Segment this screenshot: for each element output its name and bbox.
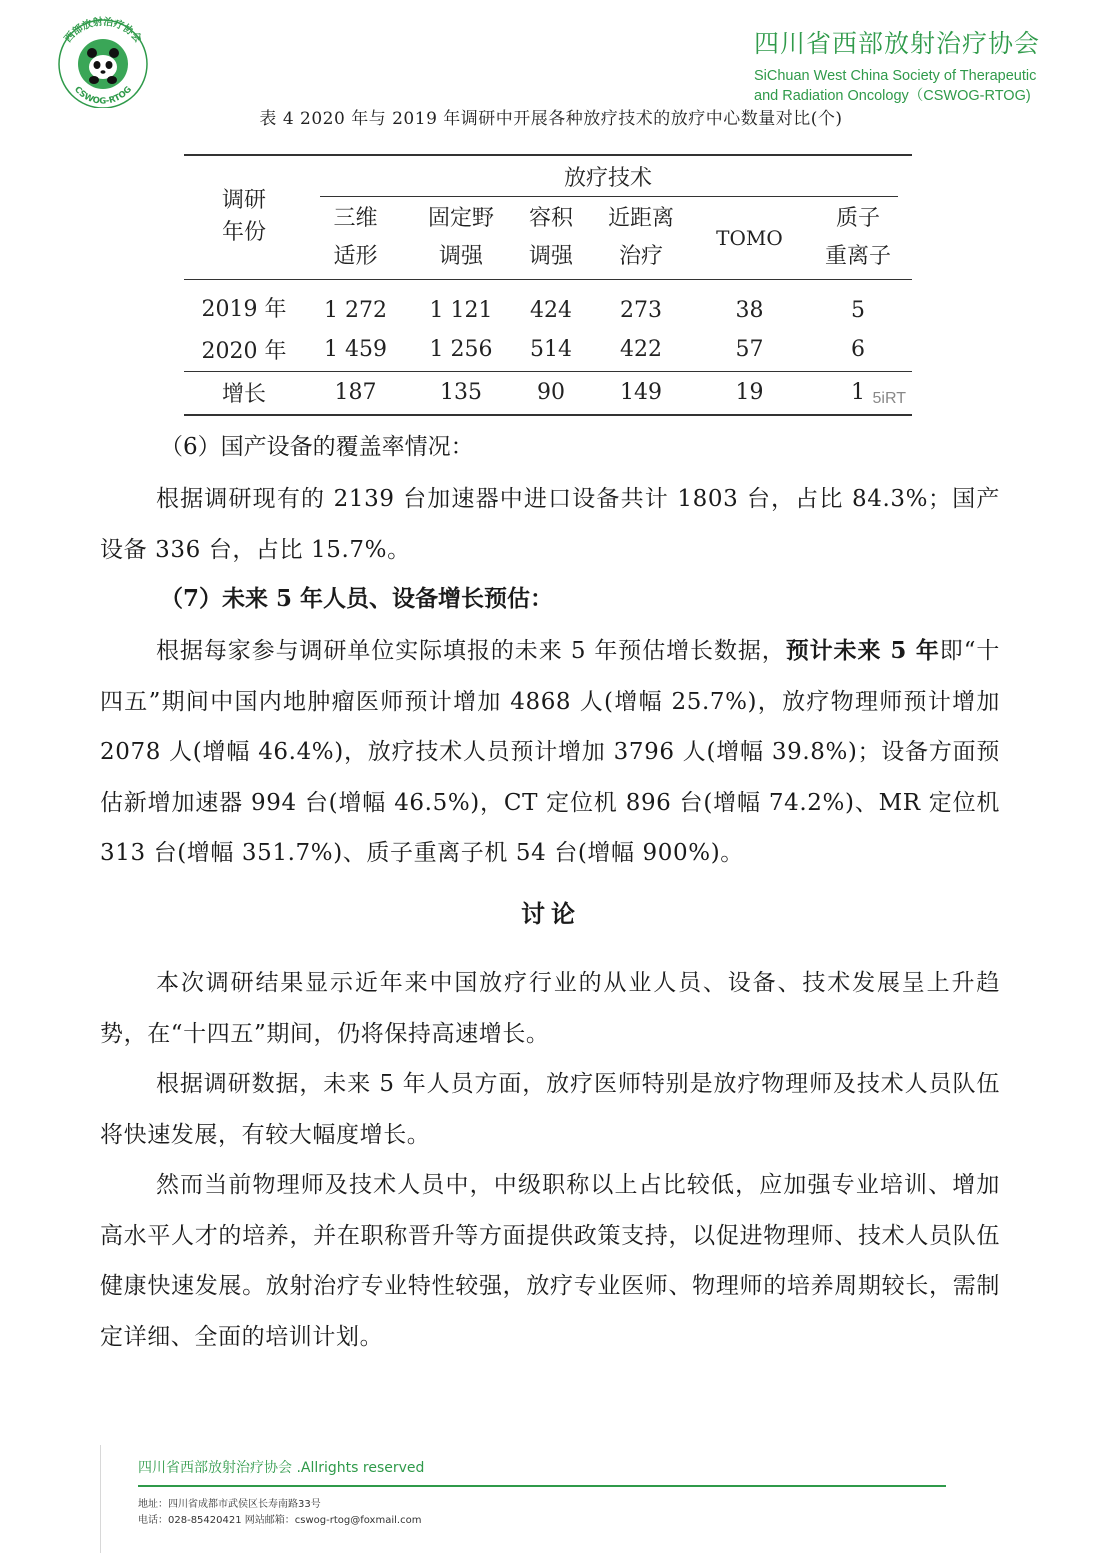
row-label: 2020 年 [201, 339, 287, 365]
section-heading-7: （7）未来 5 年人员、设备增长预估： [160, 585, 554, 612]
org-name-en [754, 66, 1044, 106]
org-name-cn: 四川省西部放射治疗协会 [754, 29, 1041, 58]
table-cell: 135 [440, 380, 483, 406]
group-header-label: 放疗技术 [563, 166, 652, 191]
discussion-title: 讨论 [521, 899, 581, 928]
table-cell: 5 [850, 298, 865, 323]
year-header-line2: 年份 [221, 220, 266, 246]
paragraph-domestic-equipment: 根据调研现有的 2139 台加速器中进口设备共计 1803 台，占比 84.3%；国产设备 336 台，占比 15.7%。 [100, 486, 1000, 563]
table-row [184, 371, 912, 415]
paragraph-forecast [100, 626, 1000, 879]
row-label: 2019 年 [201, 297, 287, 322]
column-header-line1: 三维 [333, 205, 378, 231]
column-header-line2: 调强 [439, 243, 484, 269]
column-header-line2: 重离子 [824, 243, 891, 269]
table-cell: 57 [735, 337, 764, 363]
column-header-line1: 容积 [529, 205, 574, 231]
column-header [695, 197, 804, 279]
year-header-line1: 调研 [221, 188, 266, 214]
table-cell: 6 [850, 337, 865, 363]
column-header-line1: 固定野 [428, 205, 495, 231]
column-header-line1: 近距离 [608, 205, 675, 231]
footer-title: 四川省西部放射治疗协会 .Allrights reserved [138, 1460, 425, 1476]
table-wrapper [184, 154, 912, 416]
footer-divider-vertical [100, 1445, 101, 1553]
table-cell-value: 1 [850, 380, 865, 406]
column-header [515, 197, 587, 279]
watermark-label: 5iRT [872, 390, 906, 407]
column-header-line2: 适形 [333, 243, 378, 269]
column-header-line1: TOMO [716, 225, 783, 250]
table-cell: 19 [735, 380, 764, 406]
table-row [184, 279, 912, 329]
footer-contact [138, 1497, 421, 1529]
column-header-line1: 质子 [835, 205, 880, 231]
table-cell: 1 121 [429, 298, 493, 323]
paragraph-discussion-3: 然而当前物理师及技术人员中，中级职称以上占比较低，应加强专业培训、增加高水平人才的培养，并在职称晋升等方面提供政策支持，以促进物理师、技术人员队伍健康快速发展。放射治疗专业特性较强，放疗专业医师、物理师的培养周期较长，需制定详细、全面的培训计划。 [100, 1172, 1000, 1350]
association-logo [40, 12, 166, 108]
table-caption: 表 4 2020 年与 2019 年调研中开展各种放疗技术的放疗中心数量对比(个) [259, 109, 843, 129]
column-header [407, 197, 515, 279]
year-header [184, 155, 304, 279]
table-cell: 90 [537, 380, 566, 406]
paragraph-forecast-emphasis: 预计未来 5 年 [785, 637, 940, 664]
column-header-line2: 调强 [529, 243, 574, 269]
footer-divider [138, 1485, 946, 1487]
table-cell [804, 371, 912, 415]
column-header [804, 197, 912, 279]
table-cell: 424 [530, 298, 573, 323]
table-cell: 422 [620, 337, 662, 363]
footer-phone-email: 电话：028-85420421 网站邮箱：cswog-rtog@foxmail.com [138, 1515, 422, 1526]
table-row [184, 329, 912, 371]
column-header-line2: 治疗 [619, 243, 664, 269]
table-cell: 514 [530, 337, 573, 363]
comparison-table [184, 154, 912, 416]
footer-address: 地址：四川省成都市武侯区长寿南路33号 [138, 1499, 321, 1510]
logo-text-top: 西部放射治疗协会 [62, 16, 144, 45]
table-cell: 1 272 [324, 298, 387, 323]
paragraph-forecast-detail: 即“十四五”期间中国内地肿瘤医师预计增加 4868 人(增幅 25.7%)，放疗物理师预计增加 2078 人(增幅 46.4%)，放疗技术人员预计增加 3796 人(增幅 39.8%)；设备方面预估新增加速器 994 台(增幅 46.5%)，CT 定位机 896 台(增幅 74.2%)、MR 定位机 313 台(增幅 351.7%)、质子重离子机 54 台(增幅 900%)。 [100, 638, 1000, 866]
row-label: 增长 [221, 382, 266, 408]
logo-text-bottom: CSWOG-RTOG [72, 84, 134, 107]
org-name-en-line1: SiChuan West China Society of Therapeutic [754, 68, 1037, 84]
paragraph-forecast-lead: 根据每家参与调研单位实际填报的未来 5 年预估增长数据， [156, 638, 786, 664]
paragraph-discussion-1: 本次调研结果显示近年来中国放疗行业的从业人员、设备、技术发展呈上升趋势，在“十四五”期间，仍将保持高速增长。 [100, 970, 1000, 1047]
table-cell: 1 256 [429, 337, 493, 363]
paragraph-discussion-2: 根据调研数据，未来 5 年人员方面，放疗医师特别是放疗物理师及技术人员队伍将快速发展，有较大幅度增长。 [100, 1071, 1000, 1148]
column-header [587, 197, 695, 279]
table-cell: 187 [334, 380, 377, 406]
org-name-en-line2: and Radiation Oncology（CSWOG-RTOG) [754, 88, 1031, 104]
group-header [304, 155, 912, 197]
table-cell: 1 459 [324, 337, 387, 363]
table-cell: 273 [620, 298, 662, 323]
table-cell: 149 [620, 380, 662, 406]
page-footer [100, 1445, 950, 1555]
section-heading-6: （6）国产设备的覆盖率情况： [160, 434, 474, 460]
column-header [304, 197, 407, 279]
org-header [754, 24, 1044, 106]
table-cell: 38 [735, 298, 764, 323]
